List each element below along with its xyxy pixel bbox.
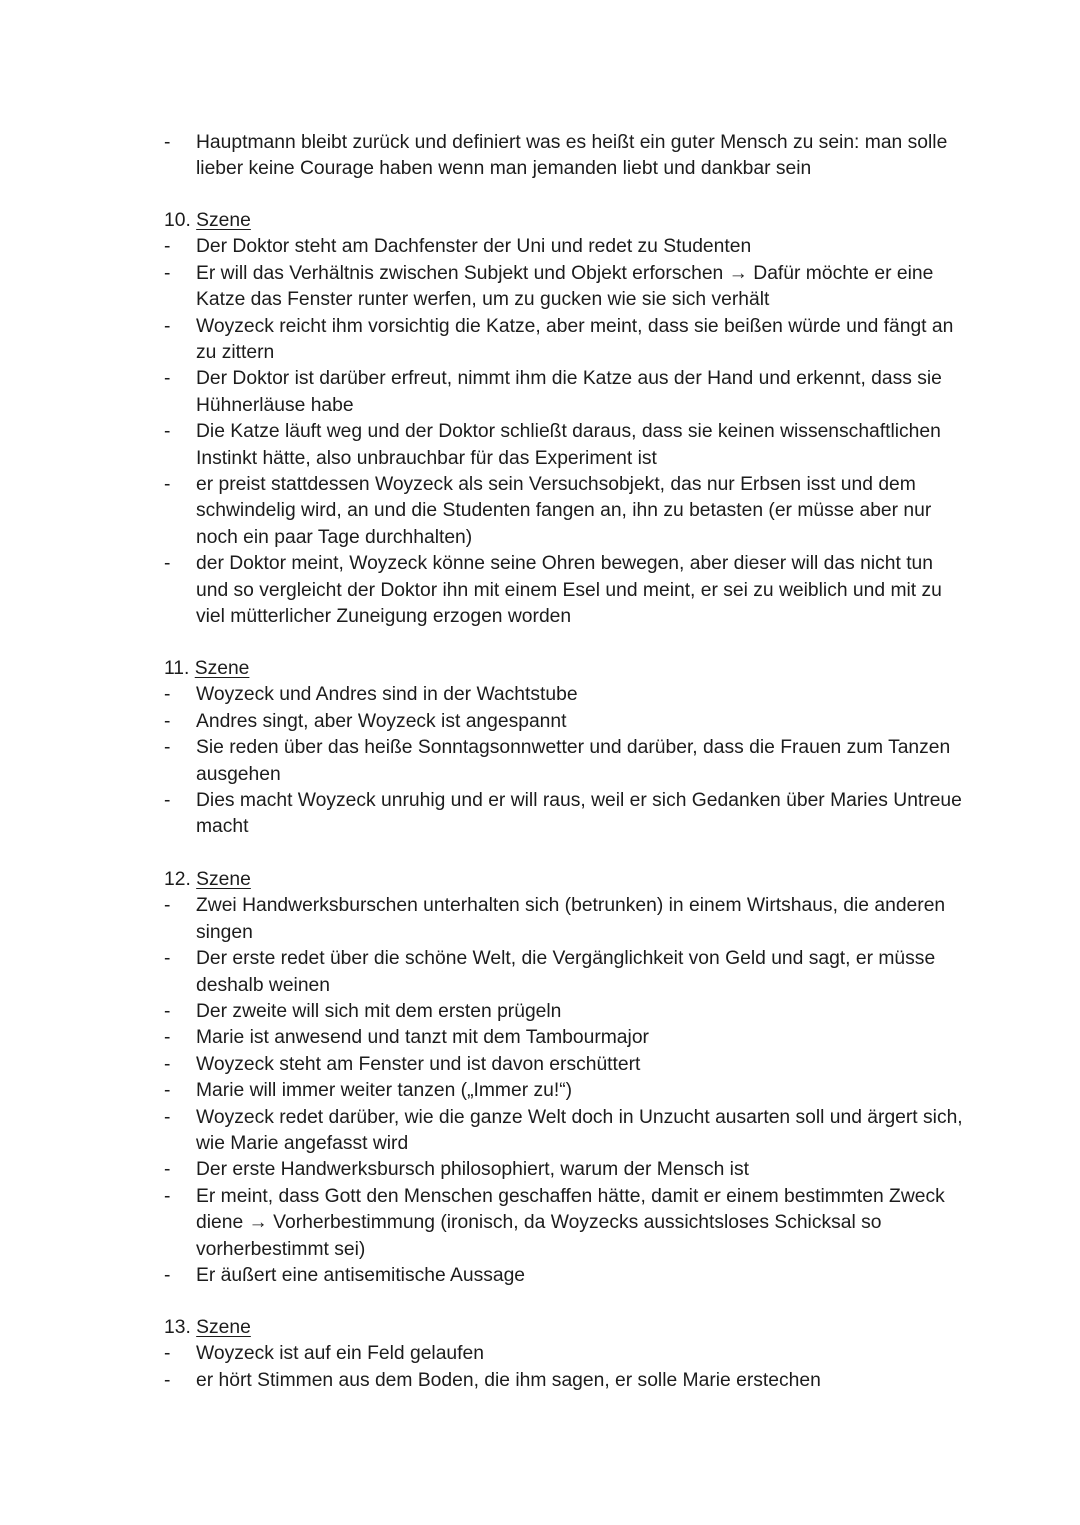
bullet-dash: - [164,737,171,759]
bullet-dash: - [164,1185,171,1207]
bullet-text: er hört Stimmen aus dem Boden, die ihm sagen, er solle Marie erstechen [196,1369,821,1391]
bullet-dash: - [164,1027,171,1049]
bullet-text: Hauptmann bleibt zurück und definiert was es heißt ein guter Mensch zu sein: man solle lieber keine Courage haben wenn man jemanden liebt und dankbar sein [196,132,948,180]
bullet-dash: - [164,553,171,575]
bullet-text: Er meint, dass Gott den Menschen geschaffen hätte, damit er einem bestimmten Zweck diene → Vorherbestimmung (ironisch, da Woyzecks aussichtsloses Schicksal so vorherbestimmt sei) [196,1185,945,1260]
bullet-item [164,1368,964,1394]
bullet-item [164,1341,964,1367]
section-heading [164,1315,964,1341]
section-11 [164,656,964,841]
bullet-dash: - [164,421,171,443]
bullet-item [164,261,964,314]
bullet-dash: - [164,1053,171,1075]
bullet-text: Woyzeck reicht ihm vorsichtig die Katze, aber meint, dass sie beißen würde und fängt an zu zittern [196,315,954,364]
bullet-dash: - [164,684,171,706]
section-heading [164,656,964,682]
bullet-item [164,682,964,708]
bullet-dash: - [164,315,171,337]
bullet-dash: - [164,236,171,258]
bullet-item [164,314,964,367]
section-number: 13. [164,1317,191,1338]
bullet-dash: - [164,895,171,917]
bullet-item [164,999,964,1025]
bullet-text: Er will das Verhältnis zwischen Subjekt und Objekt erforschen → Dafür möchte er eine Katze das Fenster runter werfen, um zu gucken wie sie sich verhält [196,262,934,311]
bullet-text: Woyzeck ist auf ein Feld gelaufen [196,1343,484,1365]
section-bullet-list [164,682,964,840]
bullet-item [164,419,964,472]
bullet-text: Der zweite will sich mit dem ersten prügeln [196,1001,562,1023]
bullet-item [164,472,964,551]
bullet-dash: - [164,790,171,812]
bullet-item [164,735,964,788]
bullet-text: Woyzeck steht am Fenster und ist davon erschüttert [196,1053,641,1075]
bullet-dash: - [164,710,171,732]
bullet-dash: - [164,1080,171,1102]
bullet-dash: - [164,262,171,284]
bullet-item [164,1078,964,1104]
section-number: 12. [164,869,191,890]
bullet-text: Woyzeck redet darüber, wie die ganze Welt doch in Unzucht ausarten soll und ärgert sich, wie Marie angefasst wird [196,1106,963,1155]
bullet-item [164,1052,964,1078]
bullet-dash: - [164,368,171,390]
bullet-text: Marie ist anwesend und tanzt mit dem Tambourmajor [196,1027,649,1049]
bullet-text: Der Doktor steht am Dachfenster der Uni und redet zu Studenten [196,236,752,258]
bullet-item [164,1263,964,1289]
bullet-dash: - [164,1369,171,1391]
section-heading [164,208,964,234]
bullet-item [164,1025,964,1051]
section-title: Szene [196,210,251,231]
bullet-dash: - [164,1106,171,1128]
bullet-dash: - [164,1265,171,1287]
section-title: Szene [196,1317,251,1338]
intro-bullet-list [164,130,964,183]
section-12 [164,867,964,1289]
bullet-item [164,946,964,999]
bullet-item [164,893,964,946]
bullet-text: Der erste redet über die schöne Welt, die Vergänglichkeit von Geld und sagt, er müsse deshalb weinen [196,948,936,996]
bullet-dash: - [164,1159,171,1181]
section-10 [164,208,964,630]
bullet-item [164,1184,964,1263]
section-title: Szene [196,869,251,890]
bullet-text: Sie reden über das heiße Sonntagsonnwetter und darüber, dass die Frauen zum Tanzen ausgehen [196,737,951,785]
bullet-item [164,130,964,183]
bullet-text: Woyzeck und Andres sind in der Wachtstube [196,684,578,706]
bullet-text: Der erste Handwerksbursch philosophiert, warum der Mensch ist [196,1159,749,1181]
section-number: 10. [164,210,191,231]
section-bullet-list [164,1341,964,1394]
bullet-item [164,234,964,260]
bullet-item [164,1105,964,1158]
bullet-dash: - [164,1343,171,1365]
bullet-text: Der Doktor ist darüber erfreut, nimmt ihm die Katze aus der Hand und erkennt, dass sie Hühnerläuse habe [196,368,942,416]
intro-block [164,130,964,183]
bullet-dash: - [164,948,171,970]
section-13 [164,1315,964,1394]
bullet-dash: - [164,1001,171,1023]
bullet-text: Er äußert eine antisemitische Aussage [196,1265,526,1287]
section-number: 11. [164,658,190,679]
bullet-text: Marie will immer weiter tanzen („Immer zu!“) [196,1080,573,1102]
section-heading [164,867,964,893]
bullet-item [164,366,964,419]
section-bullet-list [164,893,964,1289]
bullet-text: er preist stattdessen Woyzeck als sein Versuchsobjekt, das nur Erbsen isst und dem schwindelig wird, an und die Studenten fangen an, ihn zu betasten (er müsse aber nur noch ein paar Tage durchhalten) [196,474,932,548]
bullet-item [164,709,964,735]
bullet-item [164,551,964,630]
bullet-item [164,1157,964,1183]
section-bullet-list [164,234,964,630]
bullet-text: Zwei Handwerksburschen unterhalten sich (betrunken) in einem Wirtshaus, die anderen singen [196,895,946,943]
bullet-text: Die Katze läuft weg und der Doktor schließt daraus, dass sie keinen wissenschaftlichen Instinkt hätte, also unbrauchbar für das Experiment ist [196,421,941,469]
bullet-text: der Doktor meint, Woyzeck könne seine Ohren bewegen, aber dieser will das nicht tun und so vergleicht der Doktor ihn mit einem Esel und meint, er sei zu weiblich und mit zu viel mütterlicher Zuneigung erzogen worden [196,553,942,628]
bullet-dash: - [164,474,171,496]
bullet-text: Andres singt, aber Woyzeck ist angespannt [196,710,567,732]
section-title: Szene [194,658,250,679]
bullet-text: Dies macht Woyzeck unruhig und er will raus, weil er sich Gedanken über Maries Untreue macht [196,790,962,838]
bullet-dash: - [164,132,171,153]
bullet-item [164,788,964,841]
